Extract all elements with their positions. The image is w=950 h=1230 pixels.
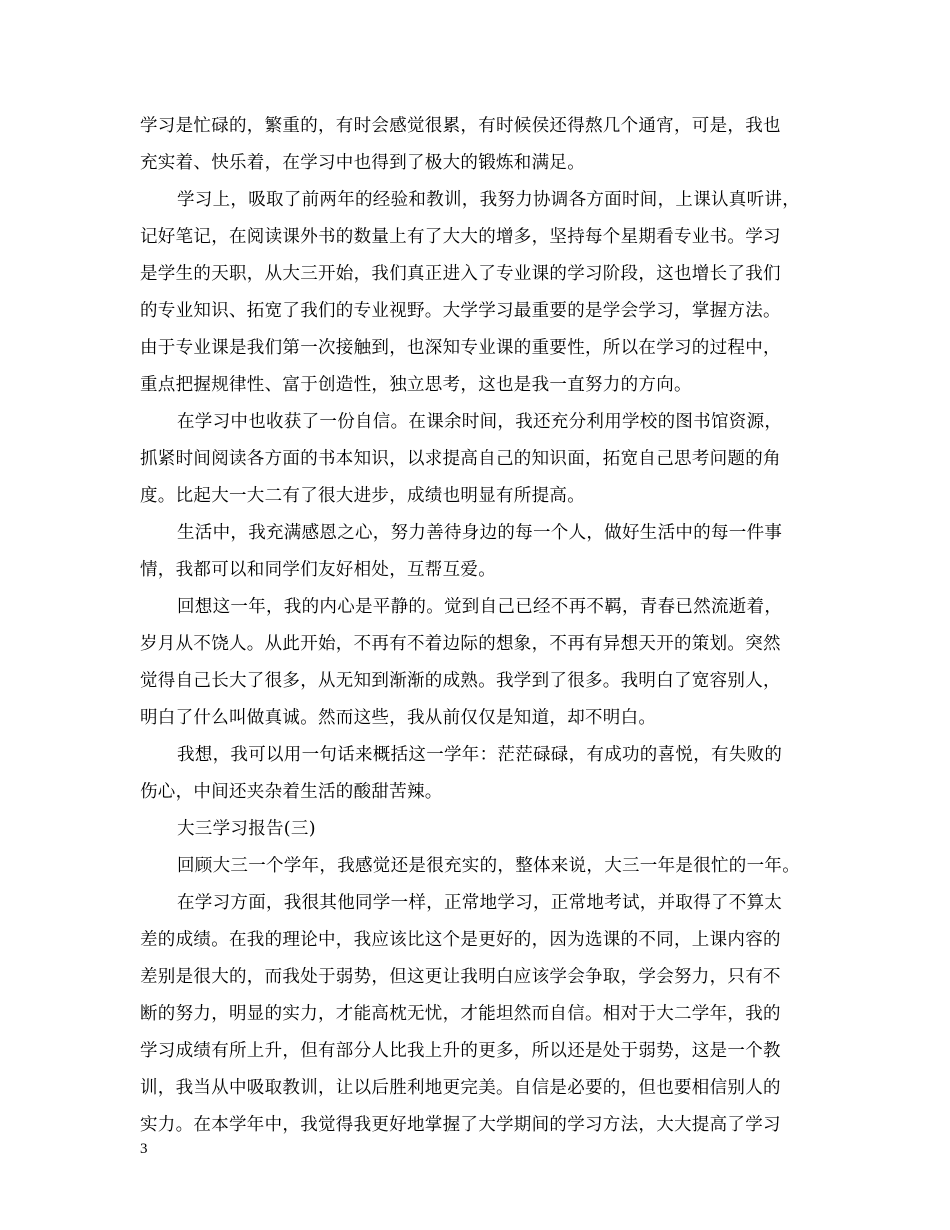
text-line: 实力。在本学年中，我觉得我更好地掌握了大学期间的学习方法，大大提高了学习 <box>140 1115 781 1135</box>
text-line: 学习是忙碌的，繁重的，有时会感觉很累，有时候侯还得熬几个通宵，可是，我也 <box>140 116 781 136</box>
paragraph-first-line: 回顾大三一个学年，我感觉还是很充实的，整体来说，大三一年是很忙的一年。 <box>177 856 800 876</box>
text-line: 度。比起大一大二有了很大进步，成绩也明显有所提高。 <box>140 486 585 506</box>
text-line: 差别是很大的，而我处于弱势，但这更让我明白应该学会争取，学会努力，只有不 <box>140 967 781 987</box>
paragraph-first-line: 在学习方面，我很其他同学一样，正常地学习，正常地考试，并取得了不算太 <box>177 893 783 913</box>
text-line: 是学生的天职，从大三开始，我们真正进入了专业课的学习阶段，这也增长了我们 <box>140 264 781 284</box>
text-line: 的专业知识、拓宽了我们的专业视野。大学学习最重要的是学会学习，掌握方法。 <box>140 301 781 321</box>
text-line: 重点把握规律性、富于创造性，独立思考，这也是我一直努力的方向。 <box>140 375 692 395</box>
text-line: 记好笔记，在阅读课外书的数量上有了大大的增多，坚持每个星期看专业书。学习 <box>140 227 781 247</box>
text-line: 觉得自己长大了很多，从无知到渐渐的成熟。我学到了很多。我明白了宽容别人， <box>140 671 781 691</box>
text-line: 岁月从不饶人。从此开始，不再有不着边际的想象，不再有异想天开的策划。突然 <box>140 634 781 654</box>
paragraph-first-line: 生活中，我充满感恩之心，努力善待身边的每一个人，做好生活中的每一件事 <box>177 523 783 543</box>
page-number: 3 <box>140 1141 148 1157</box>
text-line: 抓紧时间阅读各方面的书本知识，以求提高自己的知识面，拓宽自己思考问题的角 <box>140 449 781 469</box>
paragraph-first-line: 我想，我可以用一句话来概括这一学年：茫茫碌碌，有成功的喜悦，有失败的 <box>177 745 783 765</box>
section-heading: 大三学习报告(三) <box>177 819 316 839</box>
paragraph-first-line: 在学习中也收获了一份自信。在课余时间，我还充分利用学校的图书馆资源， <box>177 412 783 432</box>
text-line: 明白了什么叫做真诚。然而这些，我从前仅仅是知道，却不明白。 <box>140 708 657 728</box>
text-line: 训，我当从中吸取教训，让以后胜利地更完美。自信是必要的，但也要相信别人的 <box>140 1078 781 1098</box>
text-line: 学习成绩有所上升，但有部分人比我上升的更多，所以还是处于弱势，这是一个教 <box>140 1041 781 1061</box>
text-line: 断的努力，明显的实力，才能高枕无忧，才能坦然而自信。相对于大二学年，我的 <box>140 1004 781 1024</box>
paragraph-first-line: 回想这一年，我的内心是平静的。觉到自己已经不再不羁，青春已然流逝着， <box>177 597 783 617</box>
text-line: 由于专业课是我们第一次接触到，也深知专业课的重要性，所以在学习的过程中， <box>140 338 781 358</box>
paragraph-first-line: 学习上，吸取了前两年的经验和教训，我努力协调各方面时间，上课认真听讲， <box>177 190 800 210</box>
text-line: 充实着、快乐着，在学习中也得到了极大的锻炼和满足。 <box>140 153 585 173</box>
text-line: 伤心，中间还夹杂着生活的酸甜苦辣。 <box>140 782 443 802</box>
text-line: 差的成绩。在我的理论中，我应该比这个是更好的，因为选课的不同，上课内容的 <box>140 930 781 950</box>
text-line: 情，我都可以和同学们友好相处，互帮互爱。 <box>140 560 496 580</box>
